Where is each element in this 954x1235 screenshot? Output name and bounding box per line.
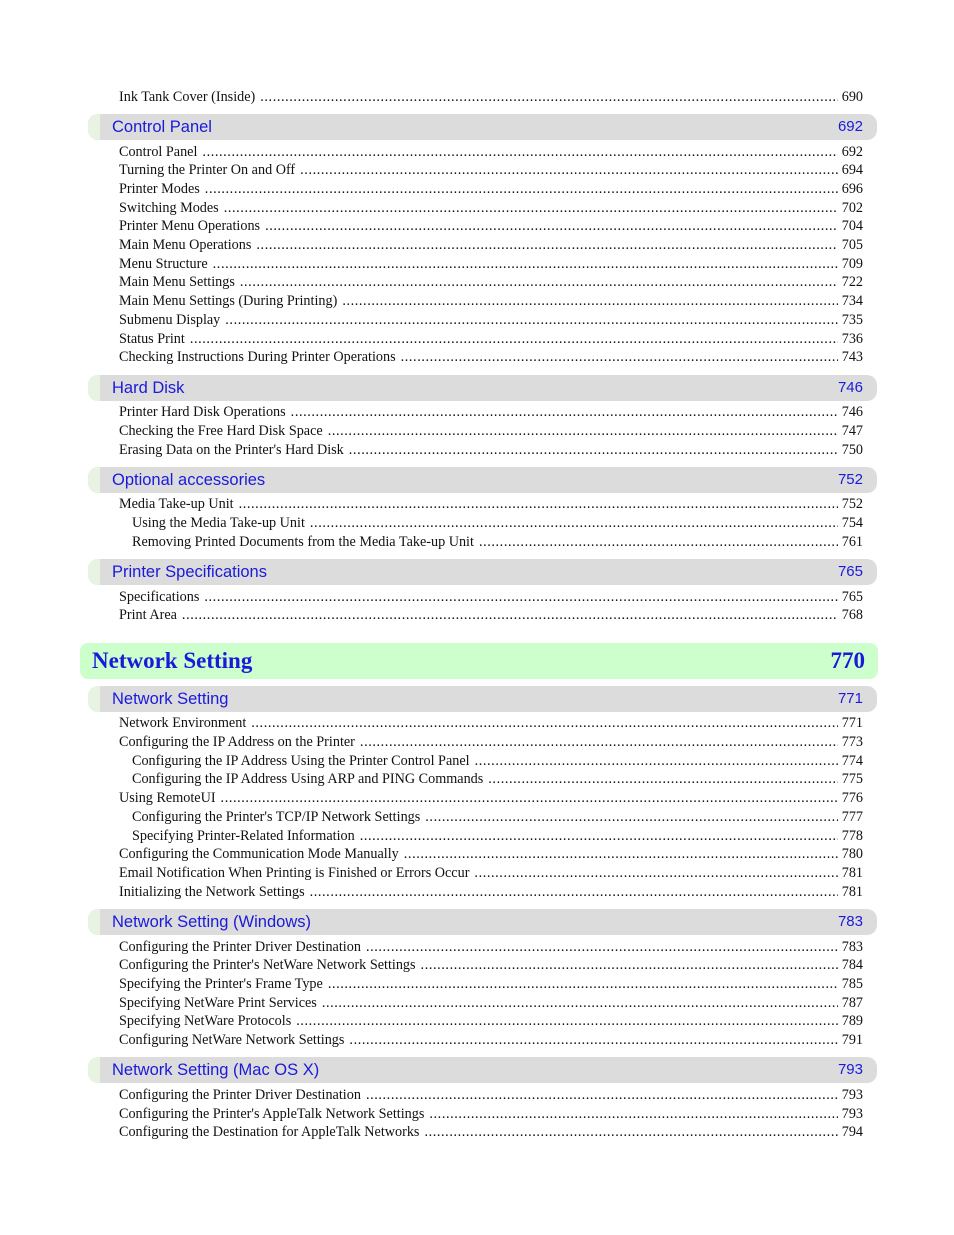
dot-leader xyxy=(425,808,837,826)
section-page-number: 746 xyxy=(837,379,863,396)
toc-entry[interactable] xyxy=(132,514,863,532)
section-title: Network Setting xyxy=(112,690,229,708)
section-title: Control Panel xyxy=(112,118,212,136)
toc-entry-title: Turning the Printer On and Off xyxy=(119,162,296,178)
toc-entry-title: Printer Menu Operations xyxy=(119,218,261,234)
dot-leader xyxy=(205,180,838,198)
section-heading-control-panel[interactable] xyxy=(88,114,877,140)
toc-entry-page-number: 722 xyxy=(841,274,863,290)
toc-entry-title: Configuring the Printer Driver Destination xyxy=(119,1087,361,1103)
chapter-heading-network-setting[interactable] xyxy=(80,643,878,679)
chapter-title: Network Setting xyxy=(92,648,253,673)
toc-entry-page-number: 783 xyxy=(841,939,863,955)
toc-entry-page-number: 704 xyxy=(841,218,863,234)
toc-entry[interactable] xyxy=(132,770,863,788)
toc-entry-page-number: 773 xyxy=(841,734,863,750)
dot-leader xyxy=(296,1012,838,1030)
toc-entry-page-number: 780 xyxy=(841,846,863,862)
toc-entry-page-number: 694 xyxy=(841,162,863,178)
toc-entry-title: Checking Instructions During Printer Operations xyxy=(119,349,396,365)
toc-entry-page-number: 794 xyxy=(841,1124,863,1140)
toc-entry-title: Initializing the Network Settings xyxy=(119,884,305,900)
toc-entry[interactable] xyxy=(119,588,863,606)
toc-entry-title: Configuring NetWare Network Settings xyxy=(119,1032,345,1048)
toc-entry[interactable] xyxy=(119,883,863,901)
toc-entry-page-number: 734 xyxy=(841,293,863,309)
section-page-number: 692 xyxy=(837,118,863,135)
toc-entry-title: Configuring the IP Address Using ARP and PING Commands xyxy=(132,771,484,787)
dot-leader xyxy=(239,495,838,513)
toc-entry[interactable] xyxy=(119,606,863,624)
section-title: Optional accessories xyxy=(112,471,266,489)
section-heading-printer-specifications[interactable] xyxy=(88,559,877,585)
toc-entry-title: Control Panel xyxy=(119,144,198,160)
toc-entry-title: Configuring the Printer's TCP/IP Network Settings xyxy=(132,809,421,825)
toc-entry-title: Printer Modes xyxy=(119,181,200,197)
dot-leader xyxy=(213,255,838,273)
toc-entry[interactable] xyxy=(119,273,863,291)
toc-entry-page-number: 747 xyxy=(841,423,863,439)
toc-entry-title: Configuring the Printer's NetWare Network Settings xyxy=(119,957,416,973)
toc-entry-title: Configuring the Printer's AppleTalk Network Settings xyxy=(119,1106,425,1122)
toc-entry[interactable] xyxy=(119,330,863,348)
toc-entry[interactable] xyxy=(119,956,863,974)
toc-entry[interactable] xyxy=(119,236,863,254)
toc-entry-page-number: 784 xyxy=(841,957,863,973)
toc-entry-page-number: 787 xyxy=(841,995,863,1011)
toc-entry-page-number: 791 xyxy=(841,1032,863,1048)
dot-leader xyxy=(421,956,838,974)
toc-entry-title: Main Menu Settings xyxy=(119,274,235,290)
toc-entry[interactable] xyxy=(119,789,863,807)
toc-entry[interactable] xyxy=(132,533,863,551)
toc-entry-page-number: 793 xyxy=(841,1087,863,1103)
toc-entry-page-number: 736 xyxy=(841,331,863,347)
toc-entry-page-number: 761 xyxy=(841,534,863,550)
toc-entry-title: Configuring the IP Address Using the Printer Control Panel xyxy=(132,753,470,769)
dot-leader xyxy=(310,514,838,532)
toc-entry-page-number: 754 xyxy=(841,515,863,531)
section-page-number: 752 xyxy=(837,471,863,488)
toc-entry-page-number: 768 xyxy=(841,607,863,623)
toc-entry-title: Email Notification When Printing is Finished or Errors Occur xyxy=(119,865,470,881)
section-heading-network-setting[interactable] xyxy=(88,686,877,712)
toc-entry-page-number: 765 xyxy=(841,589,863,605)
toc-entry-title: Specifying NetWare Protocols xyxy=(119,1013,292,1029)
section-heading-hard-disk[interactable] xyxy=(88,375,877,401)
toc-entry[interactable] xyxy=(119,255,863,273)
dot-leader xyxy=(349,1031,837,1049)
toc-entry-page-number: 692 xyxy=(841,144,863,160)
dot-leader xyxy=(475,752,838,770)
toc-entry-title: Menu Structure xyxy=(119,256,208,272)
dot-leader xyxy=(360,733,838,751)
toc-entry[interactable] xyxy=(132,808,863,826)
toc-entry[interactable] xyxy=(119,975,863,993)
dot-leader xyxy=(322,994,838,1012)
toc-entry[interactable] xyxy=(119,495,863,513)
toc-entry-page-number: 690 xyxy=(841,89,863,105)
section-title: Network Setting (Mac OS X) xyxy=(112,1061,320,1079)
toc-entry[interactable] xyxy=(132,827,863,845)
toc-entry[interactable] xyxy=(119,1086,863,1104)
dot-leader xyxy=(182,606,838,624)
section-page-number: 771 xyxy=(837,690,863,707)
section-title: Network Setting (Windows) xyxy=(112,913,311,931)
section-page-number: 765 xyxy=(837,563,863,580)
toc-entry-page-number: 777 xyxy=(841,809,863,825)
toc-entry-page-number: 709 xyxy=(841,256,863,272)
dot-leader xyxy=(342,292,837,310)
toc-entry-page-number: 696 xyxy=(841,181,863,197)
toc-entry-title: Status Print xyxy=(119,331,185,347)
dot-leader xyxy=(474,864,837,882)
toc-entry[interactable] xyxy=(132,752,863,770)
toc-entry-title: Media Take-up Unit xyxy=(119,496,234,512)
toc-entry-page-number: 735 xyxy=(841,312,863,328)
toc-entry-page-number: 785 xyxy=(841,976,863,992)
dot-leader xyxy=(204,588,837,606)
toc-entry[interactable] xyxy=(119,292,863,310)
toc-entry[interactable] xyxy=(119,199,863,217)
section-heading-network-setting-mac-os-x[interactable] xyxy=(88,1057,877,1083)
chapter-page-number: 770 xyxy=(830,648,865,673)
dot-leader xyxy=(424,1123,837,1141)
toc-entry[interactable] xyxy=(119,733,863,751)
toc-entry-title: Specifications xyxy=(119,589,200,605)
toc-entry-page-number: 750 xyxy=(841,442,863,458)
toc-entry[interactable] xyxy=(119,143,863,161)
section-title: Hard Disk xyxy=(112,379,185,397)
toc-entry[interactable] xyxy=(119,403,863,421)
dot-leader xyxy=(225,311,837,329)
dot-leader xyxy=(366,1086,838,1104)
toc-entry-title: Configuring the IP Address on the Printer xyxy=(119,734,355,750)
toc-entry-page-number: 752 xyxy=(841,496,863,512)
toc-entry-page-number: 789 xyxy=(841,1013,863,1029)
dot-leader xyxy=(310,883,838,901)
dot-leader xyxy=(221,789,838,807)
toc-entry-page-number: 778 xyxy=(841,828,863,844)
toc-entry[interactable] xyxy=(119,441,863,459)
toc-entry-title: Checking the Free Hard Disk Space xyxy=(119,423,323,439)
section-page-number: 783 xyxy=(837,913,863,930)
dot-leader xyxy=(240,273,838,291)
toc-entry[interactable] xyxy=(119,845,863,863)
toc-entry[interactable] xyxy=(119,938,863,956)
toc-entry-title: Configuring the Communication Mode Manually xyxy=(119,846,399,862)
toc-entry[interactable] xyxy=(119,1031,863,1049)
toc-entry-page-number: 775 xyxy=(841,771,863,787)
toc-entry-page-number: 702 xyxy=(841,200,863,216)
dot-leader xyxy=(366,938,838,956)
toc-entry-page-number: 793 xyxy=(841,1106,863,1122)
toc-entry[interactable] xyxy=(119,714,863,732)
toc-entry[interactable] xyxy=(119,161,863,179)
dot-leader xyxy=(260,88,837,106)
toc-entry-title: Ink Tank Cover (Inside) xyxy=(119,89,256,105)
dot-leader xyxy=(300,161,838,179)
dot-leader xyxy=(328,422,838,440)
toc-entry-title: Using RemoteUI xyxy=(119,790,216,806)
toc-entry-title: Specifying NetWare Print Services xyxy=(119,995,317,1011)
dot-leader xyxy=(401,348,838,366)
toc-entry-page-number: 771 xyxy=(841,715,863,731)
toc-entry-page-number: 705 xyxy=(841,237,863,253)
toc-entry-page-number: 746 xyxy=(841,404,863,420)
toc-entry-title: Network Environment xyxy=(119,715,247,731)
toc-entry-title: Configuring the Printer Driver Destination xyxy=(119,939,361,955)
toc-entry[interactable] xyxy=(119,864,863,882)
toc-entry-title: Removing Printed Documents from the Media Take-up Unit xyxy=(132,534,474,550)
dot-leader xyxy=(328,975,838,993)
toc-entry-page-number: 743 xyxy=(841,349,863,365)
toc-entry[interactable] xyxy=(119,217,863,235)
dot-leader xyxy=(349,441,838,459)
toc-entry-title: Main Menu Settings (During Printing) xyxy=(119,293,338,309)
section-page-number: 793 xyxy=(837,1061,863,1078)
dot-leader xyxy=(360,827,838,845)
dot-leader xyxy=(251,714,837,732)
toc-entry[interactable] xyxy=(119,422,863,440)
dot-leader xyxy=(488,770,837,788)
dot-leader xyxy=(479,533,838,551)
toc-entry-title: Specifying the Printer's Frame Type xyxy=(119,976,323,992)
dot-leader xyxy=(224,199,838,217)
section-heading-network-setting-windows[interactable] xyxy=(88,909,877,935)
dot-leader xyxy=(190,330,838,348)
toc-entry-title: Printer Hard Disk Operations xyxy=(119,404,286,420)
toc-entry[interactable] xyxy=(119,311,863,329)
dot-leader xyxy=(256,236,837,254)
toc-entry-title: Specifying Printer-Related Information xyxy=(132,828,355,844)
toc-entry-page-number: 774 xyxy=(841,753,863,769)
section-title: Printer Specifications xyxy=(112,563,267,581)
dot-leader xyxy=(265,217,838,235)
toc-entry[interactable] xyxy=(119,88,863,106)
toc-entry[interactable] xyxy=(119,1012,863,1030)
toc-entry-title: Configuring the Destination for AppleTalk Networks xyxy=(119,1124,420,1140)
toc-entry-title: Switching Modes xyxy=(119,200,219,216)
toc-entry[interactable] xyxy=(119,1123,863,1141)
toc-entry-title: Erasing Data on the Printer's Hard Disk xyxy=(119,442,344,458)
toc-entry[interactable] xyxy=(119,1105,863,1123)
dot-leader xyxy=(429,1105,837,1123)
toc-entry[interactable] xyxy=(119,348,863,366)
toc-entry-page-number: 781 xyxy=(841,884,863,900)
toc-entry[interactable] xyxy=(119,994,863,1012)
dot-leader xyxy=(404,845,838,863)
toc-entry-page-number: 776 xyxy=(841,790,863,806)
toc-entry-title: Main Menu Operations xyxy=(119,237,252,253)
dot-leader xyxy=(202,143,837,161)
toc-entry-page-number: 781 xyxy=(841,865,863,881)
dot-leader xyxy=(291,403,838,421)
toc-entry[interactable] xyxy=(119,180,863,198)
toc-entry-title: Submenu Display xyxy=(119,312,221,328)
toc-entry-title: Print Area xyxy=(119,607,177,623)
toc-entry-title: Using the Media Take-up Unit xyxy=(132,515,305,531)
section-heading-optional-accessories[interactable] xyxy=(88,467,877,493)
